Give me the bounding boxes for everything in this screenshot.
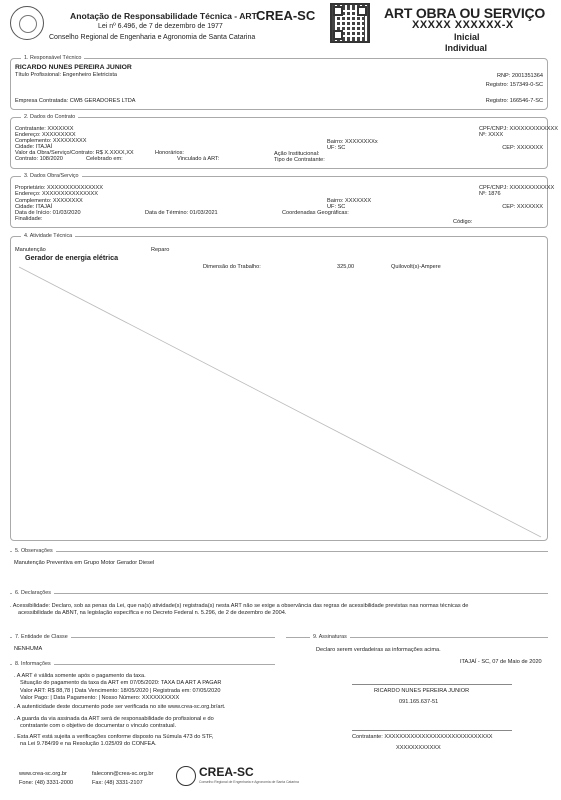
numero: Nº: 1876: [479, 191, 501, 197]
bairro: Bairro: XXXXXXX: [327, 198, 372, 204]
observacoes-text: Manutenção Preventiva em Grupo Motor Gerador Diesel: [14, 560, 155, 566]
section-observacoes: [10, 548, 548, 579]
endereco: Endereço: XXXXXXXXX: [15, 132, 76, 138]
cidade: Cidade: ITAJAÍ: [15, 204, 53, 210]
complemento: Complemento: XXXXXXXXX: [15, 138, 87, 144]
info-line: Valor Pago: | Data Pagamento: | Nosso Número: XXXXXXXXXX: [20, 695, 180, 701]
header-title: Anotação de Responsabilidade Técnica - ART: [70, 11, 257, 21]
signatory-id: 091.165.637-51: [399, 699, 439, 705]
contratante-signature: Contratante: XXXXXXXXXXXXXXXXXXXXXXXXXXXXX: [352, 734, 493, 740]
cpf-cnpj: CPF/CNPJ: XXXXXXXXXXXX: [479, 185, 555, 191]
footer-logo-text: CREA-SC: [199, 765, 254, 779]
professional-title: Título Profissional: Engenheiro Eletricista: [15, 72, 117, 78]
info-line: na Lei 9.784/99 e na Resolução 1.025/09 do CONFEA.: [20, 741, 157, 747]
header-council: Conselho Regional de Engenharia e Agronomia de Santa Catarina: [49, 34, 256, 41]
cep: CEP: XXXXXXX: [502, 145, 543, 151]
info-line: . A guarda da via assinada da ART será de responsabilidade do profissional e do: [14, 716, 214, 722]
info-line: . A autenticidade deste documento pode ser verificada no site www.crea-sc.org.br/art.: [14, 704, 226, 710]
section-responsavel: [10, 55, 548, 110]
empresa-registro: Registro: 166546-7-SC: [485, 98, 543, 104]
registro: Registro: 157349-0-SC: [485, 82, 543, 88]
signature-line: [352, 684, 512, 685]
contrato-numero: Contrato: 108/2020: [15, 156, 63, 162]
section-informacoes: [10, 661, 275, 764]
info-line: Valor ART: R$ 88,78 | Data Vencimento: 18/05/2020 | Registrada em: 07/05/2020: [20, 688, 221, 694]
proprietario: Proprietário: XXXXXXXXXXXXXXX: [15, 185, 103, 191]
celebrado-em: Celebrado em:: [86, 156, 123, 162]
rnp: RNP: 2001351364: [496, 73, 543, 79]
activity-name: Gerador de energia elétrica: [25, 253, 119, 262]
entidade-value: NENHUMA: [14, 646, 43, 652]
cep: CEP: XXXXXXX: [502, 204, 543, 210]
footer-fax: Fax: (48) 3331-2107: [92, 780, 143, 786]
cancel-diagonal-line: [11, 237, 549, 542]
numero: Nº: XXXX: [479, 132, 504, 138]
endereco: Endereço: XXXXXXXXXXXXXXX: [15, 191, 99, 197]
data-inicio: Data de Início: 01/03/2020: [15, 210, 81, 216]
info-line: . A ART é válida somente após o pagamento da taxa.: [14, 673, 146, 679]
section-legend: 1. Responsável Técnico: [21, 55, 84, 61]
honorarios: Honorários:: [155, 150, 184, 156]
finalidade: Finalidade:: [15, 216, 43, 222]
info-line: Situação do pagamento da taxa da ART em 07/05/2020: TAXA DA ART A PAGAR: [20, 680, 222, 686]
info-line: . Esta ART está sujeita a verificações conforme disposto na Súmula 473 do STF,: [14, 734, 214, 740]
signature-line: [352, 730, 512, 731]
signatory-name: RICARDO NUNES PEREIRA JUNIOR: [374, 688, 470, 694]
bairro: Bairro: XXXXXXXXx: [327, 139, 378, 145]
art-status-initial: Inicial: [454, 32, 480, 42]
header-law: Lei nº 6.496, de 7 de dezembro de 1977: [98, 23, 223, 30]
crea-logo-icon: [176, 766, 196, 786]
section-legend: 4. Atividade Técnica: [21, 233, 75, 239]
cpf-cnpj: CPF/CNPJ: XXXXXXXXXXXXX: [479, 126, 558, 132]
acao-institucional: Ação Institucional:: [274, 151, 320, 157]
section-legend: 5. Observações: [12, 548, 56, 554]
coordenadas: Coordenadas Geográficas:: [282, 210, 349, 216]
section-contrato: [10, 114, 558, 169]
footer-phone: Fone: (48) 3331-2000: [19, 780, 74, 786]
section-legend: 8. Informações: [12, 661, 54, 667]
uf: UF: SC: [327, 204, 346, 210]
section-legend: 6. Declarações: [12, 590, 54, 596]
data-termino: Data de Término: 01/03/2021: [145, 210, 218, 216]
footer-site[interactable]: www.crea-sc.org.br: [19, 771, 67, 777]
footer-logo-sub: Conselho Regional de Engenharia e Agronomia de Santa Catarina: [199, 780, 299, 784]
crea-logo-text: CREA-SC: [256, 8, 316, 23]
tipo-contratante: Tipo de Contratante:: [274, 157, 325, 163]
declaracao-assinatura: Declaro serem verdadeiras as informações acima.: [316, 647, 441, 653]
info-line: contratante com o objetivo de documentar o vínculo contratual.: [20, 723, 177, 729]
section-legend: 7. Entidade de Classe: [12, 634, 71, 640]
section-atividade: [10, 233, 548, 541]
reparo: Reparo: [151, 247, 170, 253]
declaracao-line2: acessibilidade da ABNT, na legislação específica e no Decreto Federal n. 5.296, de 2 de dezembro de 2004.: [18, 610, 287, 616]
vinculado-art: Vinculado à ART:: [177, 156, 220, 162]
qr-code-icon: [330, 3, 370, 43]
section-obra: [10, 173, 555, 228]
contratante-id: XXXXXXXXXXXX: [396, 745, 441, 751]
empresa-contratada: Empresa Contratada: CWB GERADORES LTDA: [15, 98, 136, 104]
brasil-seal-icon: [10, 6, 44, 40]
responsible-name: RICARDO NUNES PEREIRA JUNIOR: [15, 64, 132, 71]
section-legend: 2. Dados do Contrato: [21, 114, 78, 120]
section-legend: 3. Dados Obra/Serviço: [21, 173, 82, 179]
local-data: ITAJAÍ - SC, 07 de Maio de 2020: [460, 659, 542, 665]
dimensao-value: 325,00: [337, 264, 355, 270]
section-legend: 9. Assinaturas: [310, 634, 350, 640]
contratante: Contratante: XXXXXXX: [15, 126, 74, 132]
art-number: XXXXX XXXXXX-X: [412, 19, 514, 31]
declaracao-line1: . Acessibilidade: Declaro, sob as penas da Lei, que na(s) atividade(s) registrada(s) nesta ART não se exige a observância das regras de acessibilidade previstas nas normas técnicas de: [10, 603, 469, 609]
complemento: Complemento: XXXXXXXX: [15, 198, 83, 204]
manutencao: Manutenção: [15, 247, 46, 253]
section-entidade: [10, 634, 275, 657]
section-declaracoes: [10, 590, 548, 625]
valor-contrato: Valor da Obra/Serviço/Contrato: R$ X.XXXX,XX: [15, 150, 134, 156]
uf: UF: SC: [327, 145, 346, 151]
codigo: Código:: [453, 219, 473, 225]
dimensao-unit: Quilovolt(s)-Ampere: [391, 264, 441, 270]
footer-email[interactable]: faleconn@crea-sc.org.br: [92, 771, 154, 777]
section-assinaturas: [286, 634, 548, 767]
cidade: Cidade: ITAJAÍ: [15, 144, 53, 150]
art-status-individual: Individual: [445, 43, 488, 53]
art-type: ART OBRA OU SERVIÇO: [384, 5, 546, 21]
dimensao-label: Dimensão do Trabalho:: [203, 264, 261, 270]
